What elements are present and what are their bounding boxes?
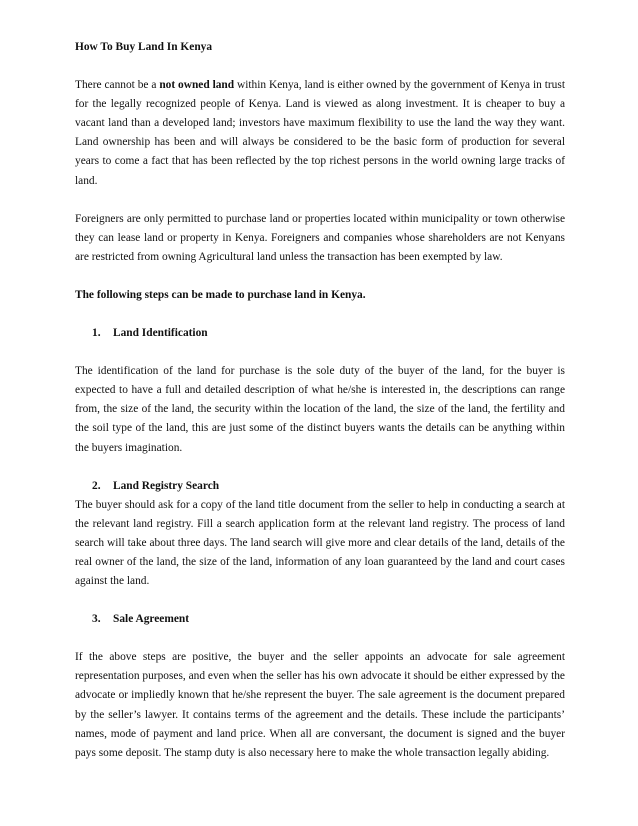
section-heading-text: Sale Agreement: [113, 613, 190, 626]
document-page: [75, 38, 565, 782]
section-heading-land-identification: [75, 324, 565, 343]
section-heading-text: Land Identification: [113, 327, 208, 340]
section-heading-text: Land Registry Search: [113, 479, 220, 492]
section-heading-land-registry-search: [75, 477, 565, 496]
intro-text-rest: within Kenya, land is either owned by the government of Kenya in trust for the legally recognized people of Kenya. Land is viewed as along investment. It is cheaper to buy a vacant land than a developed land; investors have maximum flexibility to use the land the way they want. Land ownership has been and will always be considered to be the basic form of production for several years to come a fact that has been reflected by the top richest persons in the world owning large tracks of land.: [75, 79, 565, 187]
document-title: How To Buy Land In Kenya: [75, 41, 213, 53]
foreigners-paragraph: Foreigners are only permitted to purchase land or properties located within municipality or town otherwise they can lease land or property in Kenya. Foreigners and companies whose shareholders are not Kenyans are restricted from owning Agricultural land unless the transaction has been exempted by law.: [75, 212, 565, 263]
section-number: 1.: [92, 327, 101, 340]
steps-lead: The following steps can be made to purchase land in Kenya.: [75, 288, 366, 301]
intro-bold-phrase: not owned land: [159, 79, 235, 92]
section-body-land-identification: The identification of the land for purchase is the sole duty of the buyer of the land, for the buyer is expected to have a full and detailed description of what he/she is interested in, the descriptions can range from, the size of the land, the security within the location of the land, the size of the land, the fertility and the soil type of the land, this are just some of the distinct buyers wants the details can be anything within the buyers imagination.: [75, 365, 565, 454]
section-body-land-registry-search: The buyer should ask for a copy of the land title document from the seller to help in conducting a search at the relevant land registry. Fill a search application form at the relevant land registry. The process of land search will take about three days. The land search will give more and clear details of the land, details of the real owner of the land, the size of the land, information of any loan guaranteed by the land and court cases against the land.: [75, 498, 565, 588]
section-number: 3.: [92, 613, 101, 626]
section-number: 2.: [92, 479, 101, 492]
section-heading-sale-agreement: [75, 610, 565, 629]
intro-text-start: There cannot be a: [75, 79, 160, 92]
section-body-sale-agreement: If the above steps are positive, the buyer and the seller appoints an advocate for sale agreement representation purposes, and even when the seller has his own advocate it should be either expressed by the advocate or impliedly known that he/she represent the buyer. The sale agreement is the document prepared by the seller’s lawyer. It contains terms of the agreement and the details. These include the participants’ names, mode of payment and land price. When all are conversant, the document is signed and the buyer pays some deposit. The stamp duty is also necessary here to make the whole transaction legally abiding.: [75, 651, 565, 759]
intro-paragraph: [75, 76, 565, 191]
